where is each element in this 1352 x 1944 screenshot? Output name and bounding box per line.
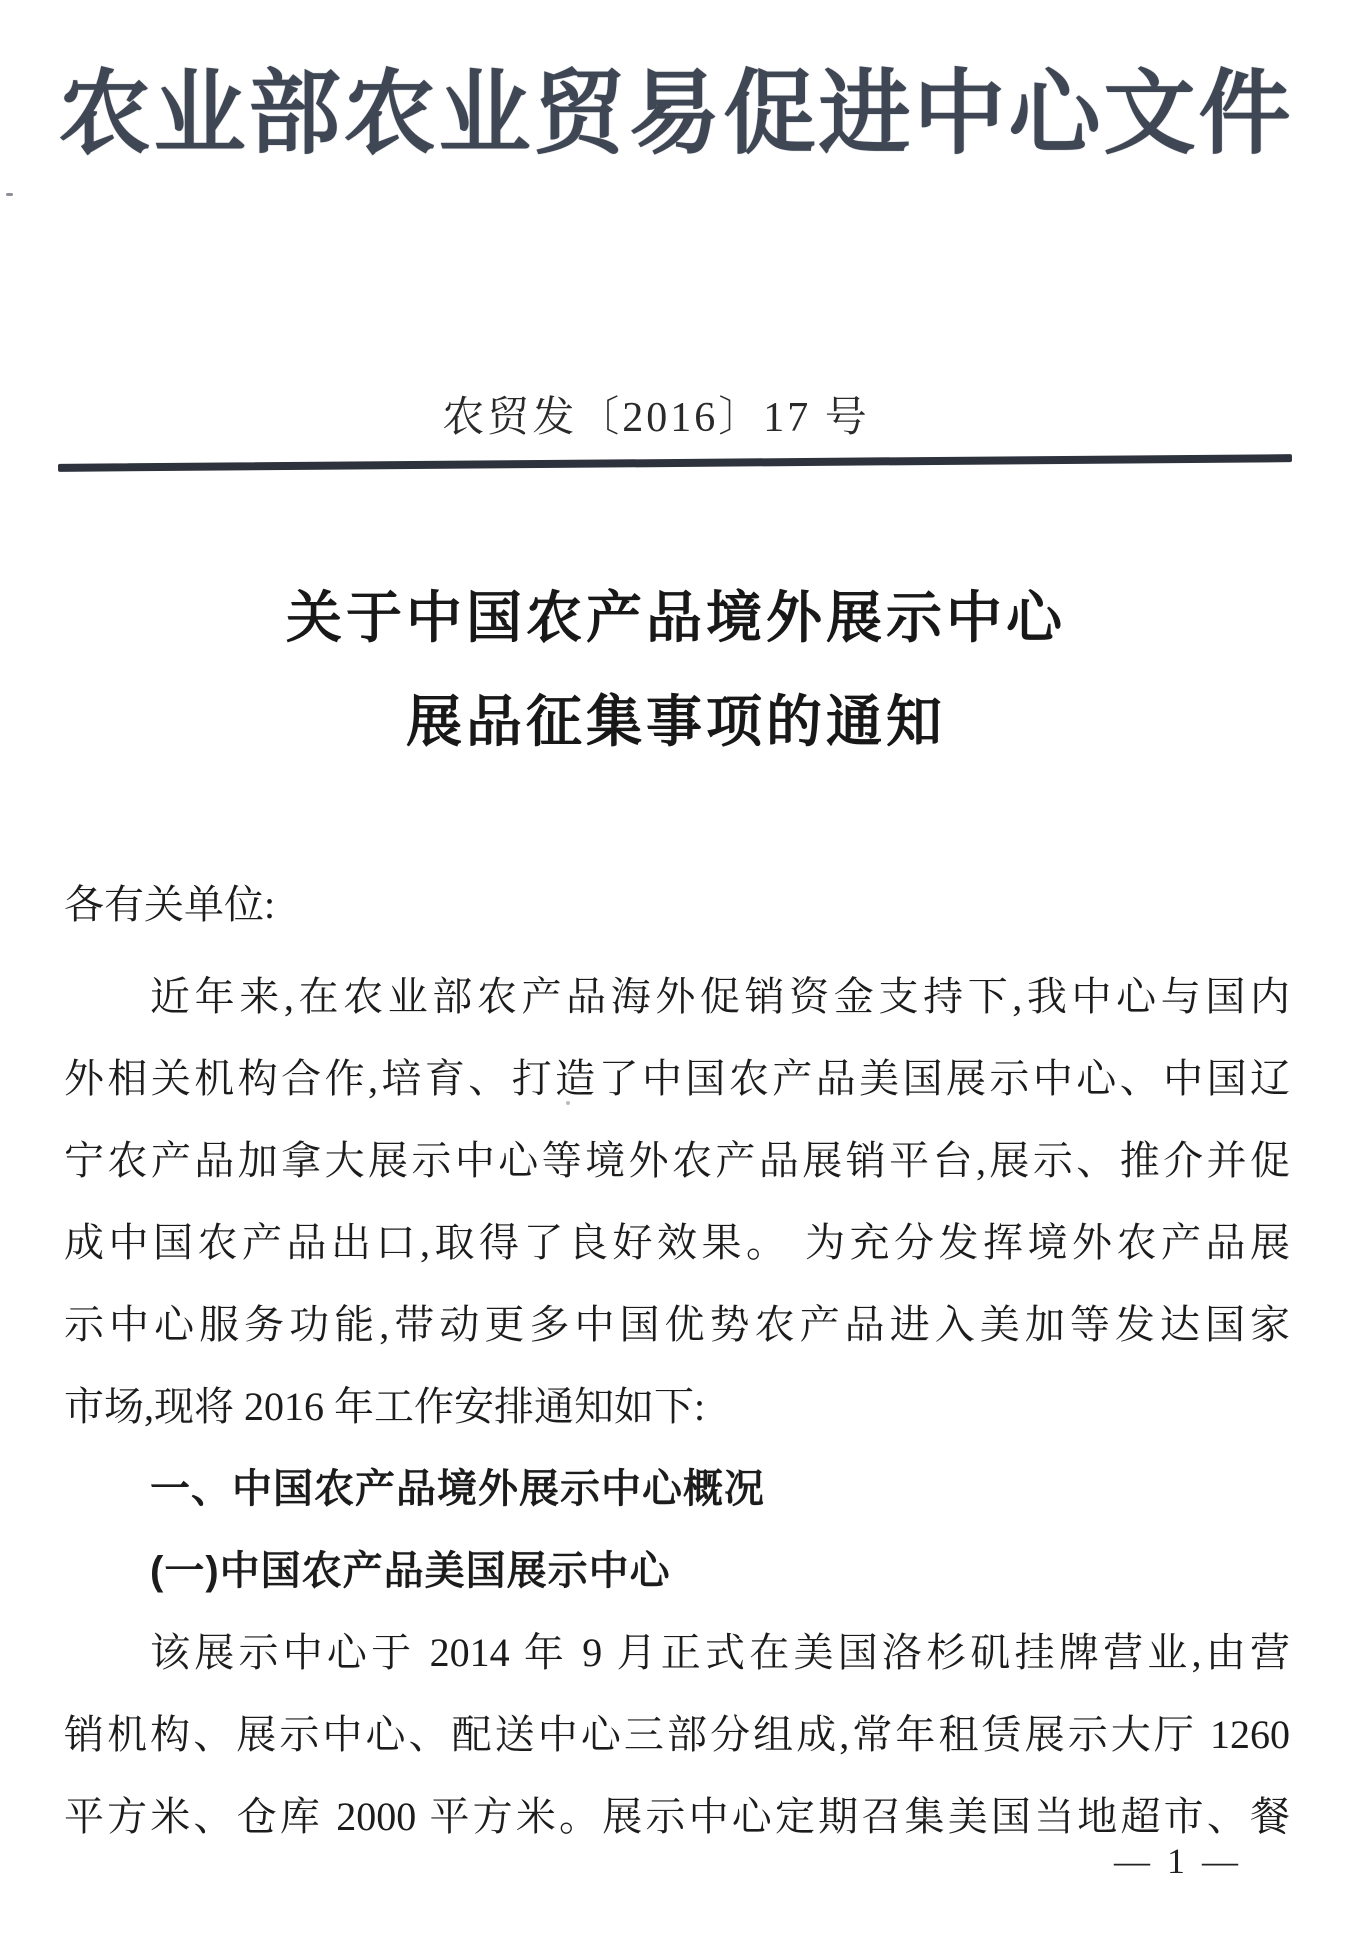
header-rule [58,454,1292,472]
body-line: 该展示中心于 2014 年 9 月正式在美国洛杉矶挂牌营业,由营 [150,1630,1290,1675]
body-line: 成中国农产品出口,取得了良好效果。 为充分发挥境外农产品展 [64,1220,1290,1265]
doc-number: 农贸发〔2016〕17 号 [442,395,870,441]
body-line: 示中心服务功能,带动更多中国优势农产品进入美加等发达国家 [64,1302,1290,1347]
scan-speck [6,193,13,196]
body-line: 平方米、仓库 2000 平方米。展示中心定期召集美国当地超市、餐 [64,1794,1290,1839]
body-line: (一)中国农产品美国展示中心 [150,1549,671,1593]
body-line: 宁农产品加拿大展示中心等境外农产品展销平台,展示、推介并促 [64,1138,1290,1183]
subject-line-2: 展品征集事项的通知 [406,690,946,753]
doc-subject [0,566,1352,774]
issuing-org-title: 农业部农业贸易促进中心文件 [58,63,1294,165]
doc-body [64,864,1290,1858]
body-line: 市场,现将 2016 年工作安排通知如下: [64,1384,706,1429]
body-line: 各有关单位: [64,882,276,927]
body-line: 一、中国农产品境外展示中心概况 [150,1467,765,1511]
body-line: 近年来,在农业部农产品海外促销资金支持下,我中心与国内 [150,974,1290,1019]
page-number: — 1 — [1114,1841,1242,1881]
body-line: 销机构、展示中心、配送中心三部分组成,常年租赁展示大厅 1260 [64,1712,1290,1757]
body-line: 外相关机构合作,培育、打造了中国农产品美国展示中心、中国辽 [64,1056,1290,1101]
subject-line-1: 关于中国农产品境外展示中心 [286,586,1066,649]
